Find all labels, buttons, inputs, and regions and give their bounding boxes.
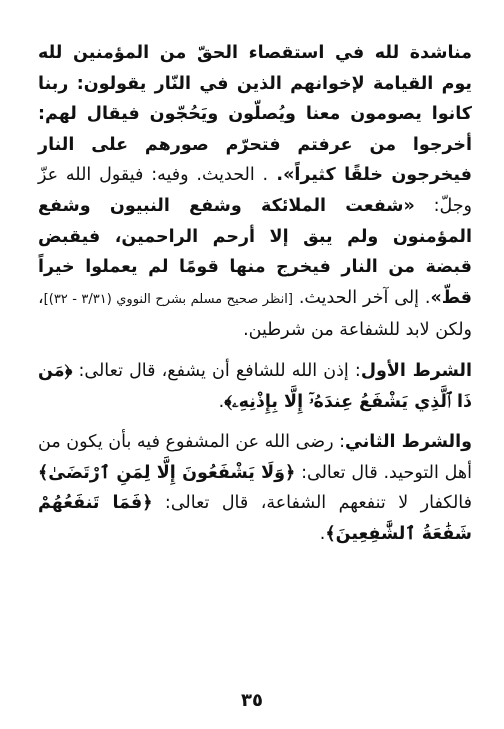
body-text: : رضى الله عن المشفوع فيه بأن يكون من أهل التوحيد. قال تعالى: <box>38 432 472 483</box>
emphasized-text: ﴿مَن ذَا ٱلَّذِي يَشْفَعُ عِندَهُۥٓ إِلَّا بِإِذْنِهِۦ﴾ <box>38 360 472 412</box>
body-text: ، ولكن لابد للشفاعة من شرطين. <box>38 287 472 341</box>
body-text: : إذن الله للشافع أن يشفع، قال تعالى: <box>72 360 361 381</box>
paragraph <box>38 427 472 549</box>
reference-note: [انظر صحيح مسلم بشرح النووي (٣/٣١ - ٣٢)] <box>43 291 293 307</box>
paragraph-gap <box>38 417 472 427</box>
body-text: . <box>319 523 326 544</box>
paragraph <box>38 356 472 417</box>
emphasized-text: ﴿فَمَا تَنفَعُهُمْ شَفَٰعَةُ ٱلشَّٰفِعِينَ﴾ <box>38 493 472 544</box>
page-body <box>38 38 472 550</box>
page-number: ٣٥ <box>241 690 263 711</box>
paragraphs <box>38 38 472 550</box>
paragraph-gap <box>38 346 472 356</box>
emphasized-text: مناشدة لله في استقصاء الحقّ من المؤمنين لله يوم القيامة لإخوانهم الذين في النّار يقولون: ربنا كانوا يصومون معنا ويُصلّون ويَحُجّون فيقال لهم: أخرجوا من عرفتم فتحرّم صورهم على النار فيخرجون خلقًا كثيراً». <box>38 43 472 186</box>
body-text: . إلى آخر الحديث. <box>292 287 431 308</box>
emphasized-text: الشرط الأول <box>360 360 473 381</box>
emphasized-text: «شفعت الملائكة وشفع النبيون وشفع المؤمنون ولم يبق إلا أرحم الراحمين، فيقبض قبضة من النار فيخرج منها قومًا لم يعملوا خيراً قطّ» <box>38 195 472 308</box>
body-text: فالكفار لا تنفعهم الشفاعة، قال تعالى: <box>152 493 472 514</box>
body-text: . <box>218 391 225 412</box>
emphasized-text: والشرط الثاني <box>345 432 472 453</box>
paragraph <box>38 38 472 346</box>
body-text: . الحديث. وفيه: فيقول الله عزّ وجلّ: <box>38 165 473 216</box>
emphasized-text: ﴿وَلَا يَشْفَعُونَ إِلَّا لِمَنِ ٱرْتَضَىٰ﴾ <box>38 462 296 483</box>
